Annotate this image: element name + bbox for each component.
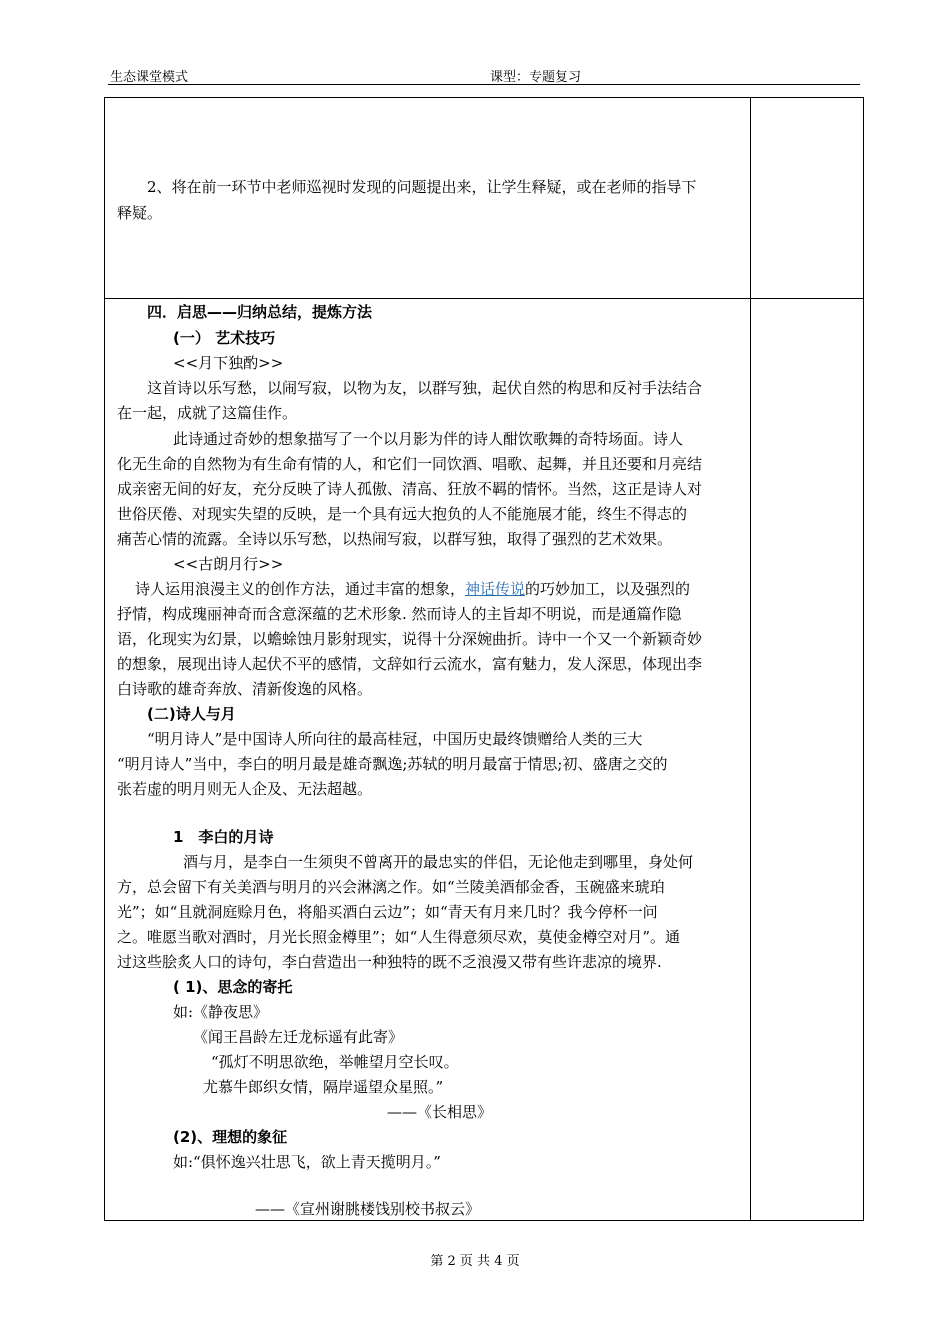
header-left-text: 生态课堂模式 — [110, 70, 189, 85]
poem-title-yuexia: <<月下独酌>> — [173, 354, 284, 372]
paragraph-line: 光”；如“且就洞庭赊月色，将船买酒白云边”；如“青天有月来几时？我今停杯一问 — [117, 903, 658, 921]
example-source: ——《宣州谢朓楼饯别校书叔云》 — [255, 1200, 481, 1218]
example-line: 如:“俱怀逸兴壮思飞，欲上青天揽明月。” — [173, 1153, 441, 1171]
paragraph-line: 的想象，展现出诗人起伏不平的感情，文辞如行云流水，富有魅力，发人深思，体现出李 — [117, 655, 703, 673]
paragraph-line: 语，化现实为幻景，以蟾蜍蚀月影射现实，说得十分深婉曲折。诗中一个又一个新颖奇妙 — [117, 630, 703, 648]
header-center-text: 课型：专题复习 — [490, 70, 582, 85]
paragraph-line: 此诗通过奇妙的想象描写了一个以月影为伴的诗人酣饮歌舞的奇特场面。诗人 — [173, 430, 684, 448]
paragraph-line: 过这些脍炙人口的诗句，李白营造出一种独特的既不乏浪漫又带有些许悲凉的境界. — [117, 953, 662, 971]
paragraph-line: 之。唯愿当歌对酒时，月光长照金樽里”；如“人生得意须尽欢，莫使金樽空对月”。通 — [117, 928, 681, 946]
subheading-li-bai-moon: 1 李白的月诗 — [173, 828, 274, 846]
example-line: “孤灯不明思欲绝，举帷望月空长叹。 — [211, 1053, 459, 1071]
example-line: 尤慕牛郎织女情，隔岸遥望众星照。” — [203, 1078, 444, 1096]
example-line: 如:《静夜思》 — [173, 1003, 269, 1021]
paragraph-line: “明月诗人”是中国诗人所向往的最高桂冠，中国历史最终馈赠给人类的三大 — [147, 730, 643, 748]
paragraph-line: 成亲密无间的好友，充分反映了诗人孤傲、清高、狂放不羁的情怀。当然，这正是诗人对 — [117, 480, 703, 498]
paragraph-line: 世俗厌倦、对现实失望的反映，是一个具有远大抱负的人不能施展才能，终生不得志的 — [117, 505, 688, 523]
paragraph-line: 张若虚的明月则无人企及、无法超越。 — [117, 780, 373, 798]
row1-line2: 释疑。 — [117, 204, 163, 222]
row1-line1: 2、将在前一环节中老师巡视时发现的问题提出来，让学生释疑，或在老师的指导下 — [147, 178, 697, 196]
page-footer: 第 2 页 共 4 页 — [430, 1254, 520, 1269]
page-header — [108, 62, 860, 85]
section-heading: 四．启思——归纳总结，提炼方法 — [147, 303, 373, 321]
subheading-art-technique: (一） 艺术技巧 — [173, 329, 276, 347]
lesson-table — [104, 97, 864, 1221]
example-source: ——《长相思》 — [387, 1103, 493, 1121]
subheading-poet-and-moon: (二)诗人与月 — [147, 705, 236, 723]
myth-legend-link[interactable]: 神话传说 — [465, 580, 526, 598]
text-span: 的巧妙加工，以及强烈的 — [525, 580, 691, 598]
example-line: 《闻王昌龄左迁龙标遥有此寄》 — [193, 1028, 404, 1046]
paragraph-line: 这首诗以乐写愁，以闹写寂，以物为友，以群写独，起伏自然的构思和反衬手法结合 — [147, 379, 703, 397]
paragraph-line: “明月诗人”当中，李白的明月最是雄奇飘逸;苏轼的明月最富于情思;初、盛唐之交的 — [117, 755, 668, 773]
paragraph-line: 抒情，构成瑰丽神奇而含意深蕴的艺术形象. 然而诗人的主旨却不明说，而是通篇作隐 — [117, 605, 682, 623]
poem-title-gulangyue: <<古朗月行>> — [173, 555, 284, 573]
text-span: 诗人运用浪漫主义的创作方法，通过丰富的想象， — [135, 580, 466, 598]
paragraph-line: 酒与月，是李白一生须臾不曾离开的最忠实的伴侣，无论他走到哪里，身处何 — [183, 853, 694, 871]
subheading-ideal: (2)、理想的象征 — [173, 1128, 288, 1146]
paragraph-line: 在一起，成就了这篇佳作。 — [117, 404, 298, 422]
paragraph-line: 白诗歌的雄奇奔放、清新俊逸的风格。 — [117, 680, 373, 698]
paragraph-line — [135, 576, 690, 602]
subheading-longing: ( 1)、思念的寄托 — [173, 978, 293, 996]
paragraph-line: 化无生命的自然物为有生命有情的人，和它们一同饮酒、唱歌、起舞，并且还要和月亮结 — [117, 455, 703, 473]
paragraph-line: 痛苦心情的流露。全诗以乐写愁，以热闹写寂，以群写独，取得了强烈的艺术效果。 — [117, 530, 673, 548]
paragraph-line: 方，总会留下有关美酒与明月的兴会淋漓之作。如“兰陵美酒郁金香，玉碗盛来琥珀 — [117, 878, 665, 896]
column-divider — [750, 98, 751, 1220]
